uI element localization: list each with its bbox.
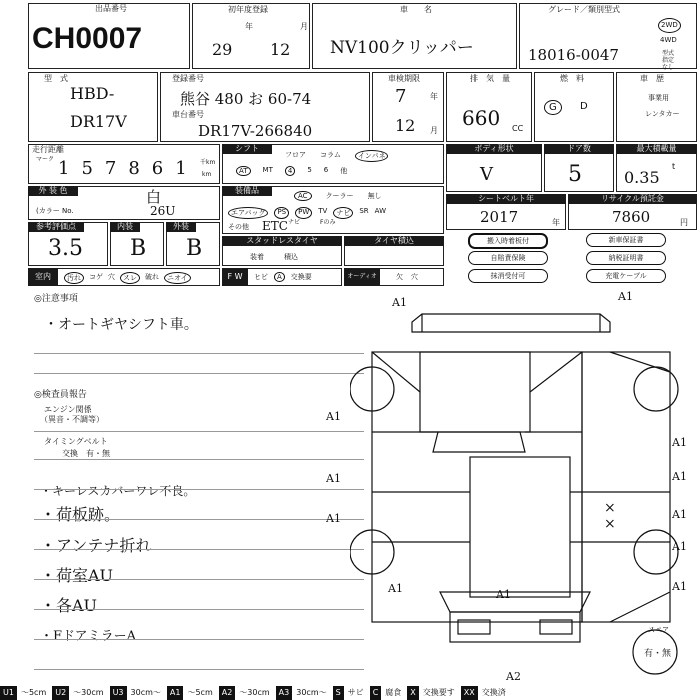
displacement-label: 排 気 量 [470, 74, 510, 83]
fw-label: F W [222, 268, 248, 286]
fuel-label: 燃 料 [560, 74, 584, 83]
doc-deregistration-option[interactable]: 抹消受付可 [468, 269, 548, 283]
mileage-unit-thousand: 千km [200, 159, 216, 166]
first-reg-year-unit: 年 [245, 22, 253, 31]
inspector-line-3: ・アンテナ折れ [40, 536, 152, 555]
equipment-pw-option[interactable]: PW [295, 207, 312, 219]
damage-mark-6: A1 [326, 472, 341, 485]
cabin-hole-option[interactable]: 穴 [108, 273, 115, 281]
damage-mark-9: A1 [496, 588, 511, 601]
inspection-label: 車検期限 [388, 74, 420, 83]
lot-label: 出品番号 [90, 4, 132, 14]
damage-mark-13: A1 [672, 540, 687, 553]
legend-code: XX [461, 686, 478, 700]
legend-desc: ～5cm [187, 688, 213, 697]
cabin-label: 室内 [28, 268, 58, 286]
registration-value: 熊谷 480 お 60-74 [180, 90, 312, 108]
studless-loaded-option[interactable]: 積込 [284, 253, 298, 261]
shift-mt-option[interactable]: MT [262, 166, 273, 174]
seatbelt-unit: 年 [552, 218, 560, 227]
legend-desc: 腐食 [385, 688, 402, 697]
load-unit: t [672, 162, 676, 171]
legend-code: U1 [0, 686, 17, 700]
audio-hole-option[interactable]: 穴 [411, 273, 418, 281]
history-label: 車 歴 [640, 74, 664, 83]
grade-2wd-option[interactable]: 2WD [658, 18, 681, 33]
inspector-line-4: ・荷室AU [40, 566, 114, 585]
registration-label: 登録番号 [172, 74, 204, 83]
legend-desc: ～5cm [20, 688, 47, 697]
cabin-burn-option[interactable]: コゲ [89, 273, 103, 281]
notes-label: ◎注意事項 [34, 294, 78, 304]
mileage-label: 走行距離 [32, 145, 64, 154]
color-code-label: (カラー No. [36, 207, 74, 215]
audio-options [396, 272, 418, 282]
displacement-unit: CC [512, 124, 524, 133]
first-reg-month-unit: 月 [300, 22, 308, 31]
doc-moved-in-option[interactable]: 搬入時着板付 [468, 233, 548, 249]
equipment-none-option[interactable]: 無し [367, 192, 382, 200]
grade-none-option[interactable]: 型式 指定 なし [662, 50, 675, 71]
body-shape-value: V [480, 164, 493, 185]
legend-code: A1 [167, 686, 184, 700]
exterior-value: B [186, 236, 203, 261]
history-business-option[interactable]: 事業用 [648, 94, 669, 102]
inspector-lines [34, 404, 364, 670]
equipment-navi-option[interactable]: ナビ [333, 207, 353, 219]
equipment-airbag-option[interactable]: エアバッグ [228, 207, 268, 219]
recycle-unit: 円 [680, 218, 688, 227]
damage-mark-1: A1 [392, 296, 407, 309]
legend-code: S [333, 686, 344, 700]
tire-loaded-label: タイヤ積込 [344, 236, 444, 246]
mileage-unit-km: km [202, 171, 212, 178]
studless-options [250, 252, 298, 262]
doc-warranty-option[interactable]: 新車保証書 [586, 233, 666, 247]
equipment-label: 装備品 [222, 186, 272, 196]
first-reg-year: 29 [212, 40, 233, 59]
fw-options [254, 272, 312, 282]
spare-label: スペア [648, 626, 669, 634]
first-reg-label: 初年度登録 [228, 5, 268, 14]
legend-desc: 30cm～ [296, 688, 327, 697]
shift-4-option[interactable]: 4 [285, 166, 295, 176]
interior-label: 内装 [110, 222, 140, 232]
legend-code: C [370, 686, 382, 700]
damage-mark-5: A1 [672, 470, 687, 483]
body-shape-label: ボディ形状 [446, 144, 542, 154]
equipment-other-value: ETC [262, 219, 288, 233]
equipment-handwritten-front: Fのみ [320, 219, 336, 226]
inspector-line-2: ・荷板跡。 [40, 505, 121, 524]
displacement-value: 660 [462, 106, 501, 130]
seatbelt-value: 2017 [480, 208, 519, 226]
first-reg-month: 12 [270, 40, 291, 59]
fw-a-option[interactable]: A [274, 272, 285, 282]
doc-tax-option[interactable]: 納税証明書 [586, 251, 666, 265]
mileage-mark: マーク [36, 156, 55, 163]
equipment-cooler-option[interactable]: クーラー [325, 192, 354, 200]
audio-label: オーディオ [344, 268, 380, 286]
legend-code: U2 [52, 686, 69, 700]
shift-other-option[interactable]: 他 [340, 167, 348, 175]
shift-panel-option[interactable]: インパネ [355, 150, 389, 162]
doors-value: 5 [568, 162, 582, 187]
inspector-line-5: ・各AU [40, 596, 98, 615]
color-label: 外 装 色 [28, 186, 78, 196]
recycle-label: リサイクル預託金 [568, 194, 697, 204]
recycle-value: 7860 [612, 208, 651, 226]
damage-mark-2: A1 [618, 290, 633, 303]
inspection-month: 12 [395, 116, 416, 135]
damage-mark-3: A1 [326, 410, 341, 423]
cabin-tear-option[interactable]: 破れ [145, 273, 159, 281]
equipment-aw-option[interactable]: AW [374, 207, 386, 215]
legend-desc: 交換済 [481, 688, 506, 697]
color-value: 白 [146, 188, 162, 206]
shift-5-option[interactable]: 5 [307, 166, 312, 174]
legend-desc: 交換要す [422, 688, 455, 697]
grade-4wd-option[interactable]: 4WD [660, 36, 677, 44]
damage-mark-8: A1 [672, 508, 687, 521]
load-value: 0.35 [624, 168, 660, 187]
mileage-value: 157861 [58, 158, 199, 179]
grade-label: グレード／類別型式 [548, 5, 620, 14]
equipment-row-1 [294, 191, 382, 201]
fw-replace-option[interactable]: 交換要 [290, 273, 312, 281]
legend-desc: ～30cm [73, 688, 104, 697]
damage-mark-11: A1 [388, 582, 403, 595]
doc-insurance-option[interactable]: 自賠責保険 [468, 251, 548, 265]
history-rental-option[interactable]: レンタカー [645, 110, 680, 118]
interior-value: B [130, 236, 147, 261]
spare-value[interactable]: 有・無 [644, 649, 672, 659]
fuel-diesel-option[interactable]: D [580, 101, 588, 112]
damage-mark-12: A1 [672, 580, 687, 593]
studless-label: スタッドレスタイヤ [222, 236, 342, 246]
shift-label: シフト [222, 144, 272, 154]
inspector-line-1: ・キーレスカバーワレ不良。 [40, 484, 196, 498]
inspection-month-unit: 月 [430, 126, 438, 135]
chassis-label: 車台番号 [172, 110, 204, 119]
fuel-gasoline-option[interactable]: G [544, 100, 562, 115]
cabin-odor-option[interactable]: ニオイ [164, 272, 191, 284]
doors-label: ドア数 [544, 144, 614, 154]
belt-sub: 交換 有・無 [62, 449, 110, 458]
car-name-value: NV100クリッパー [330, 38, 474, 58]
legend-code: U3 [110, 686, 127, 700]
equipment-other-label: その他 [228, 223, 249, 231]
shift-column-option[interactable]: コラム [320, 151, 341, 159]
grade-value: 18016-0047 [528, 46, 619, 64]
seatbelt-label: シートベルト年 [446, 194, 566, 204]
car-name-label: 車 名 [400, 5, 432, 14]
shift-at-option[interactable]: AT [236, 166, 251, 176]
legend-desc: 30cm～ [130, 688, 161, 697]
equipment-row-2 [228, 207, 386, 219]
engine-sub: （異音・不調等） [40, 415, 104, 424]
belt-label: タイミングベルト [44, 437, 108, 446]
notes-text: ・オートギヤシフト車。 [44, 317, 198, 333]
cabin-dirt-option[interactable]: 汚れ [64, 272, 84, 284]
equipment-ac-option[interactable]: AC [294, 191, 312, 201]
score-value: 3.5 [48, 236, 83, 261]
model-value-2: DR17V [70, 112, 127, 131]
legend-code: A2 [219, 686, 236, 700]
cabin-options [64, 272, 191, 284]
shift-6-option[interactable]: 6 [323, 166, 329, 174]
studless-mounted-option[interactable]: 装着 [250, 253, 264, 261]
car-diagram [350, 292, 690, 682]
lot-number: CH0007 [32, 22, 143, 55]
legend-desc: サビ [347, 688, 364, 697]
inspection-year-unit: 年 [430, 92, 438, 101]
equipment-sr-option[interactable]: SR [359, 207, 369, 215]
color-code: 26U [150, 204, 176, 218]
legend-code: A3 [276, 686, 293, 700]
exterior-label: 外装 [166, 222, 196, 232]
legend-code: X [407, 686, 418, 700]
model-value-1: HBD- [70, 84, 115, 103]
load-label: 最大積載量 [616, 144, 697, 154]
audio-missing-option[interactable]: 欠 [396, 273, 403, 281]
equipment-ps-option[interactable]: PS [274, 207, 289, 219]
damage-legend [0, 686, 700, 700]
model-label: 型 式 [44, 74, 68, 83]
doc-charge-cable-option[interactable]: 充電ケーブル [586, 269, 666, 283]
equipment-handwritten-navi: ナビ [288, 219, 301, 226]
equipment-tv-option[interactable]: TV [318, 207, 328, 215]
shift-floor-option[interactable]: フロア [285, 151, 306, 159]
inspection-year: 7 [395, 86, 407, 107]
fw-crack-option[interactable]: ヒビ [254, 273, 268, 281]
damage-mark-7: A1 [326, 512, 341, 525]
shift-row-2 [236, 166, 347, 176]
shift-row-1 [285, 150, 388, 162]
inspector-line-6: ・FドアミラーA [40, 629, 137, 644]
damage-xx-mark: × × [604, 500, 616, 532]
cabin-scuff-option[interactable]: スレ [120, 272, 140, 284]
engine-label: エンジン関係 [44, 405, 92, 414]
score-label: 参考評価点 [28, 222, 84, 232]
legend-desc: ～30cm [239, 688, 270, 697]
damage-mark-4: A1 [672, 436, 687, 449]
notes-lines [34, 334, 364, 374]
chassis-value: DR17V-266840 [198, 122, 313, 140]
damage-mark-10: A2 [506, 670, 521, 683]
inspector-label: ◎検査員報告 [34, 390, 87, 400]
